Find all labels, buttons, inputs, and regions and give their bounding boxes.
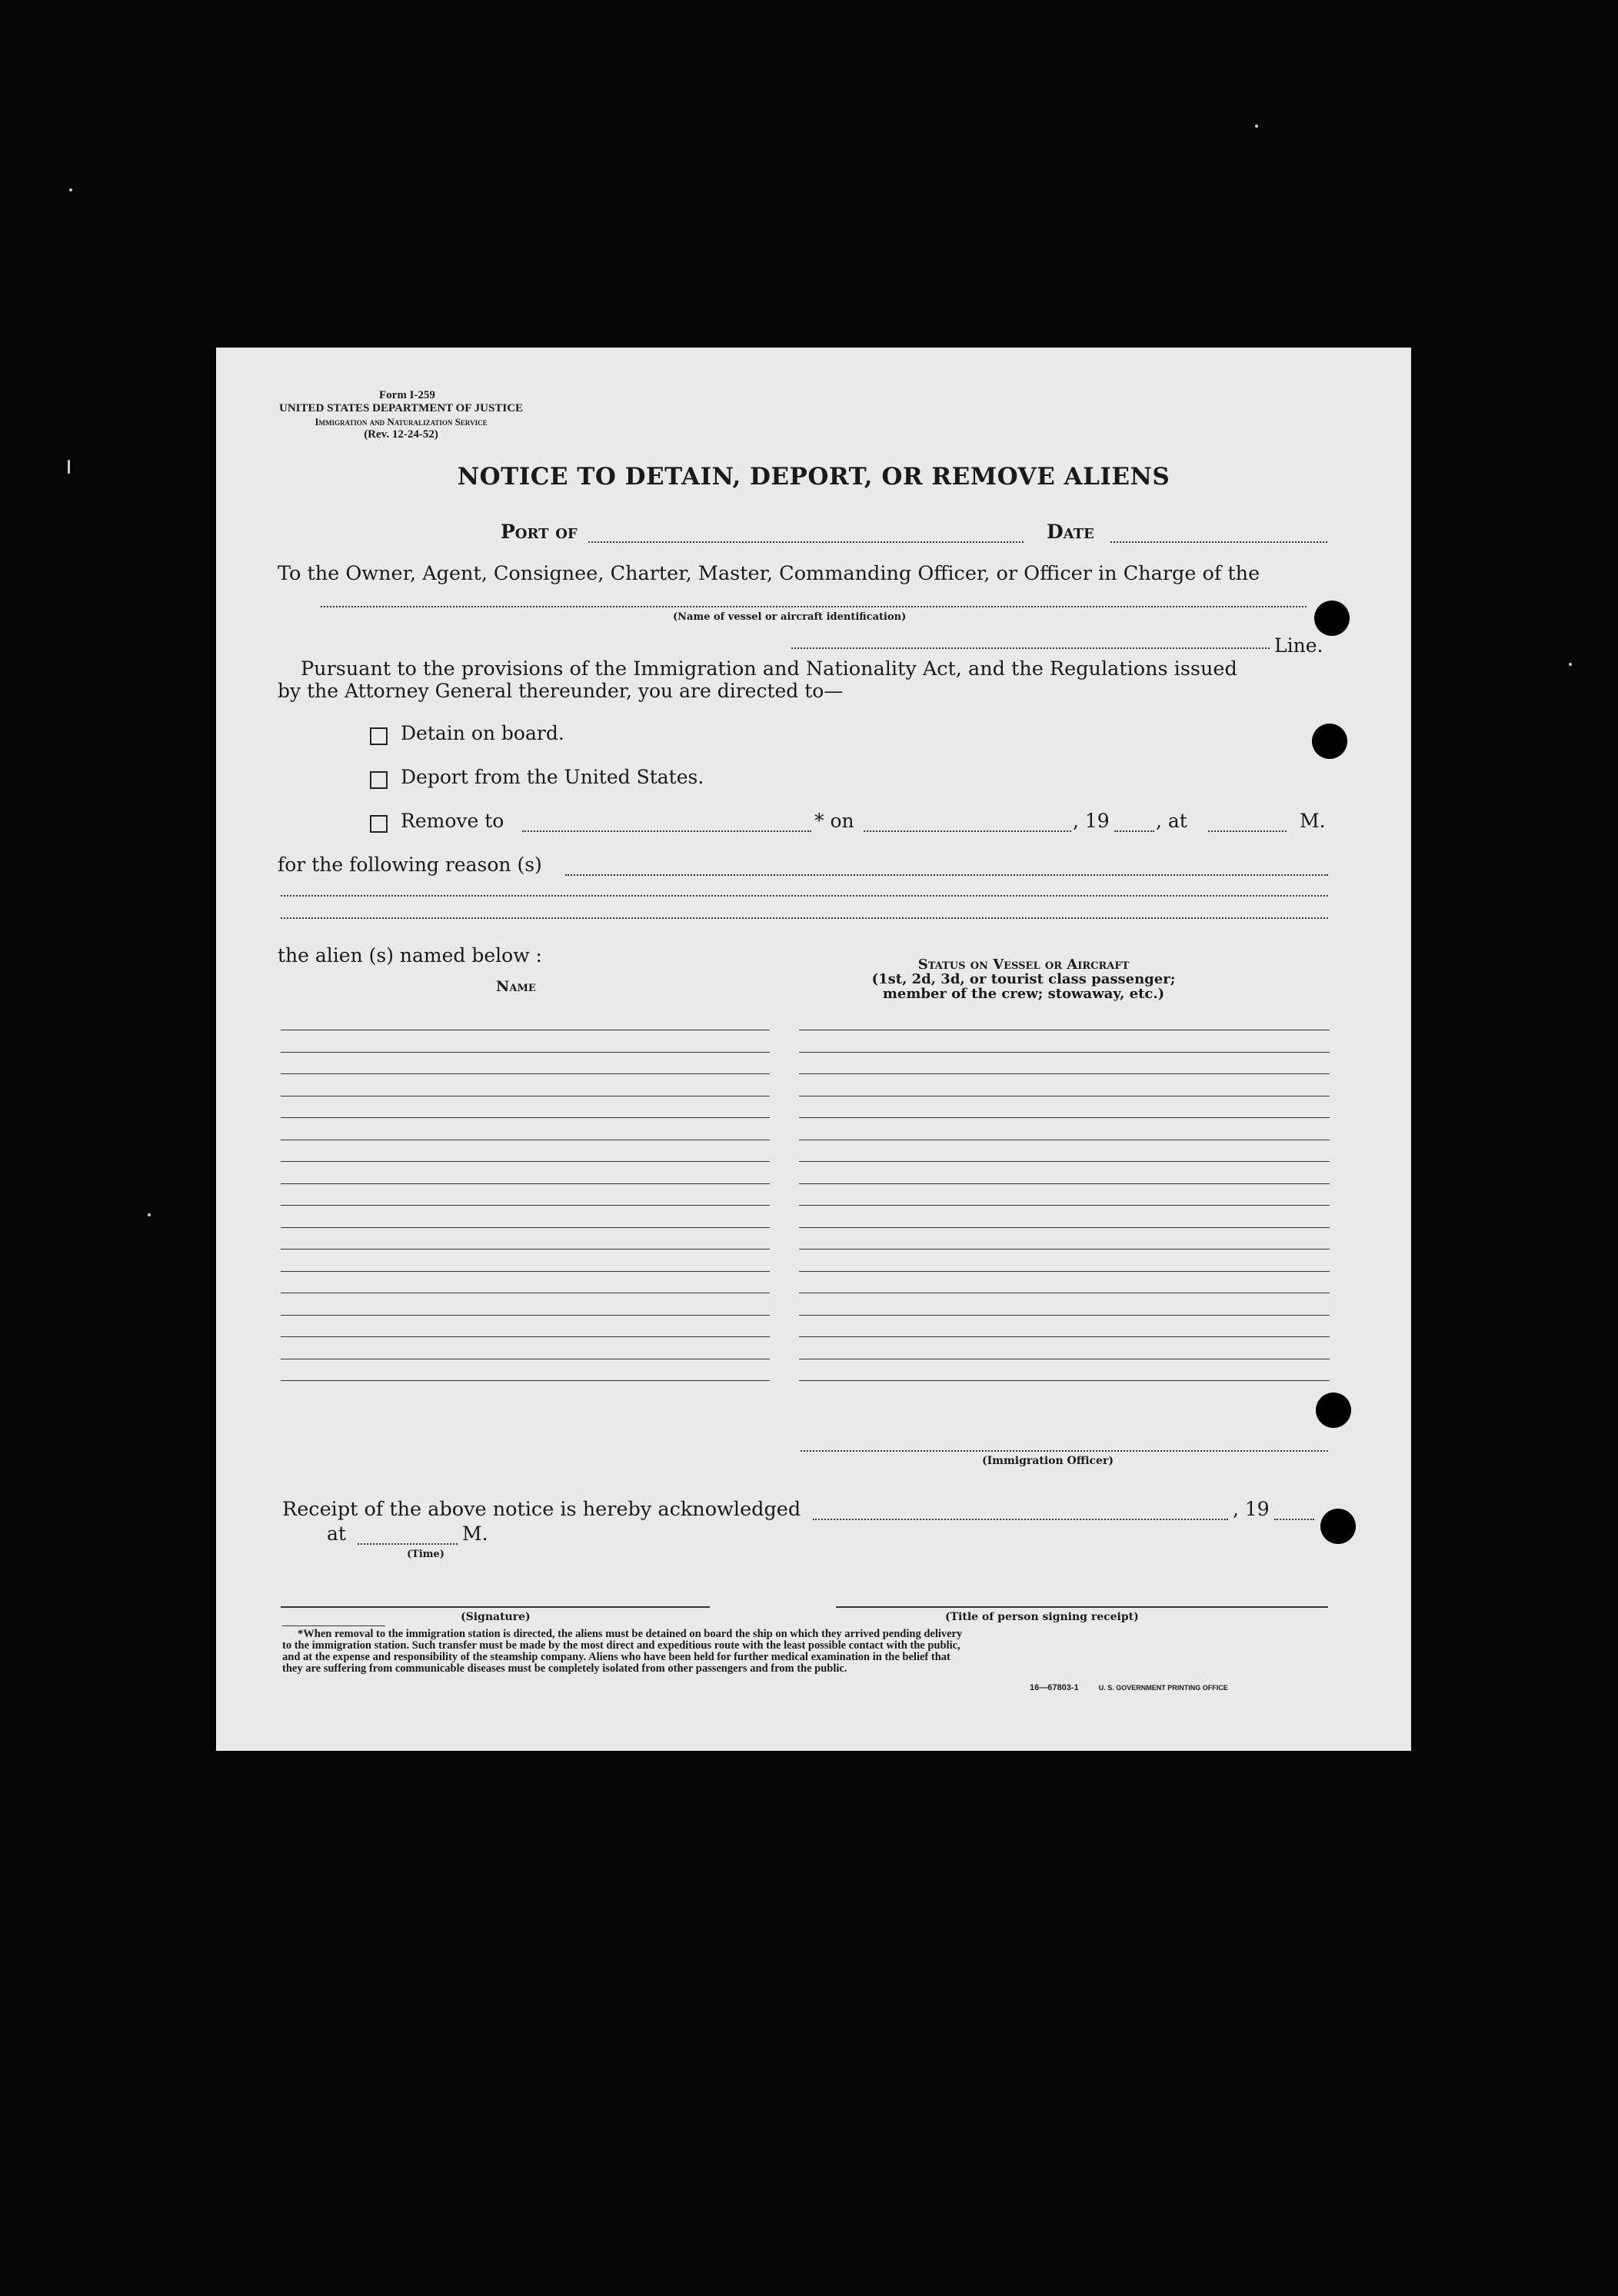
date-field[interactable] [1110,541,1327,543]
punch-hole [1320,1509,1356,1544]
printer-imprint [1030,1683,1228,1692]
receipt-m-label: M. [462,1522,488,1545]
department-name: UNITED STATES DEPARTMENT OF JUSTICE [279,402,524,414]
remove-checkbox[interactable] [370,815,388,833]
status-header-detail-1: (1st, 2d, 3d, or tourist class passenger; [871,971,1176,987]
footnote-line-2: to the immigration station. Such transfer must be made by the most direct and expeditious route with the least possible contact with the public, [282,1639,960,1652]
reason-field-3[interactable] [281,917,1328,919]
line-label: Line. [1274,634,1323,657]
signature-caption: (Signature) [461,1611,531,1623]
title-caption: (Title of person signing receipt) [945,1611,1139,1623]
alien-name-row[interactable] [281,1336,770,1337]
remove-time-field[interactable] [1208,830,1287,832]
receipt-year-field[interactable] [1274,1519,1314,1520]
footnote-line-3: and at the expense and responsibility of the steamship company. Aliens who have been held for further medical examination in the belief that [282,1651,950,1663]
alien-status-row[interactable] [799,1336,1330,1337]
remove-m-label: M. [1300,810,1326,832]
alien-status-row[interactable] [799,1073,1330,1074]
printer-code: 16—67803-1 [1030,1683,1079,1692]
detain-label: Detain on board. [401,722,564,744]
receipt-date-field[interactable] [813,1519,1228,1520]
alien-status-row[interactable] [799,1052,1330,1053]
form-number: Form I-259 [379,389,435,401]
alien-status-row[interactable] [799,1271,1330,1272]
form-title: NOTICE TO DETAIN, DEPORT, OR REMOVE ALIENS [457,463,1170,491]
addressee-text: To the Owner, Agent, Consignee, Charter, Master, Commanding Officer, or Officer in Charge of the [278,562,1260,585]
port-field[interactable] [588,541,1024,543]
alien-name-row[interactable] [281,1183,770,1184]
alien-name-row[interactable] [281,1227,770,1228]
remove-label: Remove to [401,810,504,832]
reason-label: for the following reason (s) [278,854,542,876]
pursuant-text-2: by the Attorney General thereunder, you are directed to— [278,680,844,702]
name-column-header: Name [496,978,536,995]
form-header [279,389,523,441]
reason-field-2[interactable] [281,895,1328,897]
alien-status-row[interactable] [799,1227,1330,1228]
alien-name-row[interactable] [281,1161,770,1162]
printer-office: U. S. GOVERNMENT PRINTING OFFICE [1098,1684,1228,1692]
punch-hole [1314,601,1350,636]
footnote [282,1629,962,1675]
alien-name-row[interactable] [281,1117,770,1118]
status-header-title: Status on Vessel or Aircraft [917,957,1130,973]
alien-name-row[interactable] [281,1052,770,1053]
status-header-detail-2: member of the crew; stowaway, etc.) [882,986,1165,1002]
port-label: Port of [501,521,578,543]
service-name: Immigration and Naturalization Service [315,416,488,428]
alien-status-row[interactable] [799,1117,1330,1118]
line-field[interactable] [791,647,1270,649]
pursuant-text-1: Pursuant to the provisions of the Immigration and Nationality Act, and the Regulations issued [301,657,1237,680]
alien-name-row[interactable] [281,1271,770,1272]
alien-name-row[interactable] [281,1073,770,1074]
footnote-line-4: they are suffering from communicable diseases must be completely isolated from other passengers and from the public. [282,1662,847,1675]
remove-on-label: * on [814,810,854,832]
remove-year-label: , 19 [1073,810,1110,832]
time-caption: (Time) [407,1549,444,1560]
remove-at-label: , at [1156,810,1187,832]
revision-date: (Rev. 12-24-52) [364,428,438,441]
receipt-year-label: , 19 [1233,1498,1270,1520]
receipt-text: Receipt of the above notice is hereby acknowledged [282,1498,801,1521]
alien-status-row[interactable] [799,1205,1330,1206]
vessel-field[interactable] [321,606,1307,607]
alien-name-row[interactable] [281,1205,770,1206]
date-label: Date [1047,521,1094,543]
alien-status-row[interactable] [799,1183,1330,1184]
alien-status-row[interactable] [799,1161,1330,1162]
deport-checkbox[interactable] [370,771,388,789]
officer-caption: (Immigration Officer) [982,1455,1114,1467]
reason-field-1[interactable] [565,874,1328,876]
alien-status-row[interactable] [799,1315,1330,1316]
punch-hole [1312,724,1347,759]
punch-hole [1316,1393,1351,1428]
footnote-line-1: *When removal to the immigration station is directed, the aliens must be detained on board the ship on which they arrived pending delivery [298,1628,963,1640]
detain-checkbox[interactable] [370,727,388,745]
receipt-time-field[interactable] [358,1543,458,1545]
deport-label: Deport from the United States. [401,766,704,788]
remove-date-field[interactable] [864,830,1071,832]
status-column-header [790,957,1257,1001]
alien-status-row[interactable] [799,1380,1330,1381]
alien-name-row[interactable] [281,1315,770,1316]
remove-year-field[interactable] [1114,830,1154,832]
form-paper [216,348,1411,1751]
receipt-at-label: at [327,1522,346,1545]
remove-destination-field[interactable] [522,830,811,832]
signer-title-field[interactable] [836,1606,1328,1608]
alien-name-row[interactable] [281,1380,770,1381]
vessel-caption: (Name of vessel or aircraft identification) [673,611,907,623]
officer-signature-field[interactable] [801,1450,1328,1452]
aliens-named-label: the alien (s) named below : [278,944,542,967]
signature-field[interactable] [281,1606,710,1608]
